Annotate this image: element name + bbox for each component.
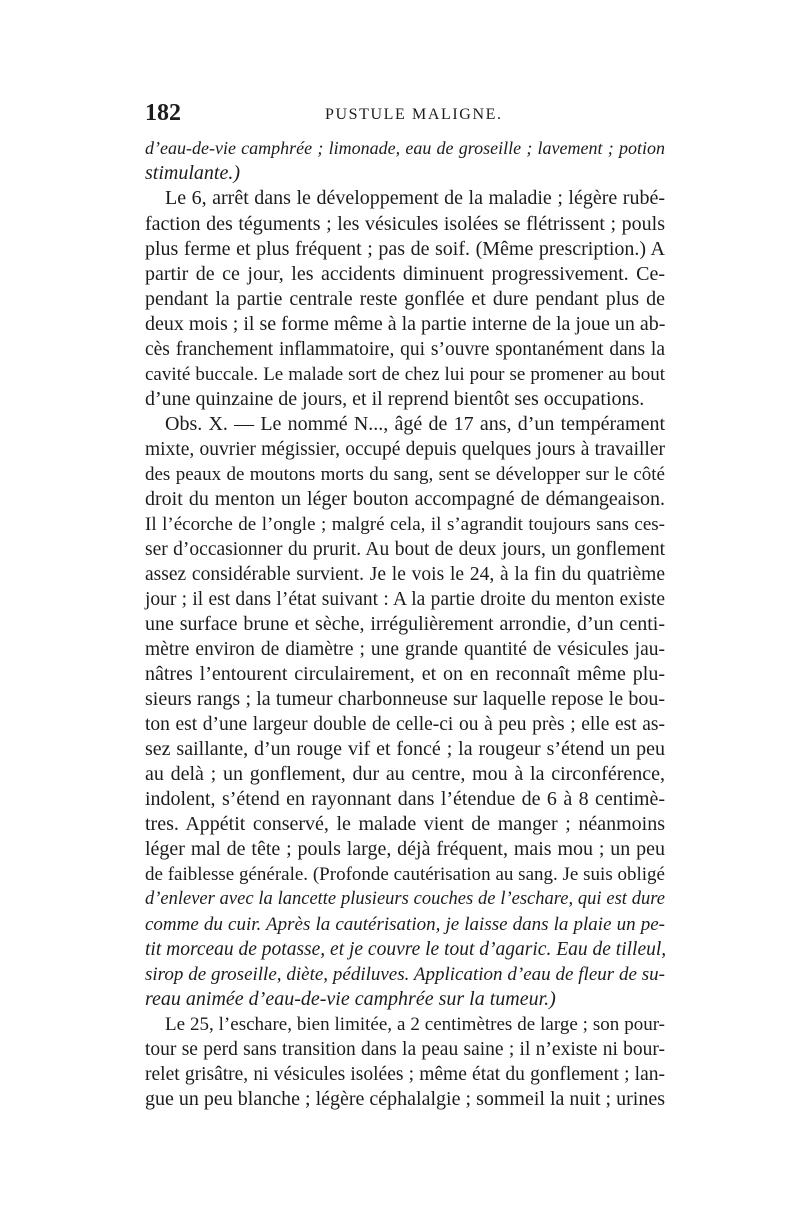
text-line: tres. Appétit conservé, le malade vient de manger ; néanmoins xyxy=(145,813,665,835)
text-line: cès franchement inflammatoire, qui s’ouvre spontanément dans la xyxy=(145,339,665,360)
text-line: sieurs rangs ; la tumeur charbonneuse sur laquelle repose le bou- xyxy=(145,688,665,710)
text-line: Le 6, arrêt dans le développement de la maladie ; légère rubé- xyxy=(165,187,665,209)
text-line: ton est d’une largeur double de celle-ci ou à peu près ; elle est as- xyxy=(145,714,665,735)
text-line: Le 25, l’eschare, bien limitée, a 2 centimètres de large ; son pour- xyxy=(165,1014,665,1035)
text-line: assez considérable survient. Je le vois le 24, à la fin du quatrième xyxy=(145,564,665,585)
page-header xyxy=(145,100,665,130)
text-line: tit morceau de potasse, et je couvre le tout d’agaric. Eau de tilleul, xyxy=(145,939,667,960)
text-line: léger mal de tête ; pouls large, déjà fréquent, mais mou ; un peu xyxy=(145,838,665,860)
text-line: sez saillante, d’un rouge vif et foncé ; la rougeur s’étend un peu xyxy=(145,738,665,760)
text-line: stimulante.) xyxy=(145,162,240,184)
text-line: relet grisâtre, ni vésicules isolées ; même état du gonflement ; lan- xyxy=(145,1064,665,1085)
text-line: de faiblesse générale. (Profonde cautérisation au sang. Je suis obligé xyxy=(145,864,665,885)
running-title: PUSTULE MALIGNE. xyxy=(325,106,503,123)
text-line: mètre environ de diamètre ; une grande quantité de vésicules jau- xyxy=(145,639,665,660)
text-line: Obs. X. — Le nommé N..., âgé de 17 ans, d’un tempérament xyxy=(165,413,665,435)
text-line: droit du menton un léger bouton accompagné de démangeaison. xyxy=(145,488,665,510)
text-line: tour se perd sans transition dans la peau saine ; il n’existe ni bour- xyxy=(145,1039,665,1060)
text-line: au delà ; un gonflement, dur au centre, mou à la circonférence, xyxy=(145,763,665,785)
text-line: sirop de groseille, diète, pédiluves. Application d’eau de fleur de su- xyxy=(145,964,665,985)
text-line: pendant la partie centrale reste gonflée et dure pendant plus de xyxy=(145,288,665,310)
text-line: nâtres l’entourent circulairement, et on en reconnaît même plu- xyxy=(145,663,665,685)
text-line: d’une quinzaine de jours, et il reprend bientôt ses occupations. xyxy=(145,388,645,410)
text-line: des peaux de moutons morts du sang, sent se développer sur le côté xyxy=(145,464,665,485)
text-line: mixte, ouvrier mégissier, occupé depuis quelques jours à travailler xyxy=(145,439,665,460)
text-line: Il l’écorche de l’ongle ; malgré cela, il s’agrandit toujours sans ces- xyxy=(145,514,665,535)
text-line: jour ; il est dans l’état suivant : A la partie droite du menton existe xyxy=(145,589,665,610)
page-number: 182 xyxy=(145,100,181,126)
text-line: cavité buccale. Le malade sort de chez lui pour se promener au bout xyxy=(145,364,665,385)
text-line: ser d’occasionner du prurit. Au bout de deux jours, un gonflement xyxy=(145,539,665,560)
text-line: d’enlever avec la lancette plusieurs couches de l’eschare, qui est dure xyxy=(145,889,665,909)
text-line: partir de ce jour, les accidents diminuent progressivement. Ce- xyxy=(145,263,665,285)
text-line: comme du cuir. Après la cautérisation, je laisse dans la plaie un pe- xyxy=(145,914,665,935)
text-line: reau animée d’eau-de-vie camphrée sur la tumeur.) xyxy=(145,988,556,1010)
text-line: une surface brune et sèche, irrégulièrement arrondie, d’un centi- xyxy=(145,613,665,635)
text-line: plus ferme et plus fréquent ; pas de soif. (Même prescription.) A xyxy=(145,238,665,260)
text-line: indolent, s’étend en rayonnant dans l’étendue de 6 à 8 centimè- xyxy=(145,788,665,810)
text-line: faction des téguments ; les vésicules isolées se flétrissent ; pouls xyxy=(145,213,665,235)
text-line: d’eau-de-vie camphrée ; limonade, eau de groseille ; lavement ; potion xyxy=(145,138,665,158)
text-line: deux mois ; il se forme même à la partie interne de la joue un ab- xyxy=(145,313,666,335)
text-line: gue un peu blanche ; légère céphalalgie ; sommeil la nuit ; urines xyxy=(145,1088,665,1110)
